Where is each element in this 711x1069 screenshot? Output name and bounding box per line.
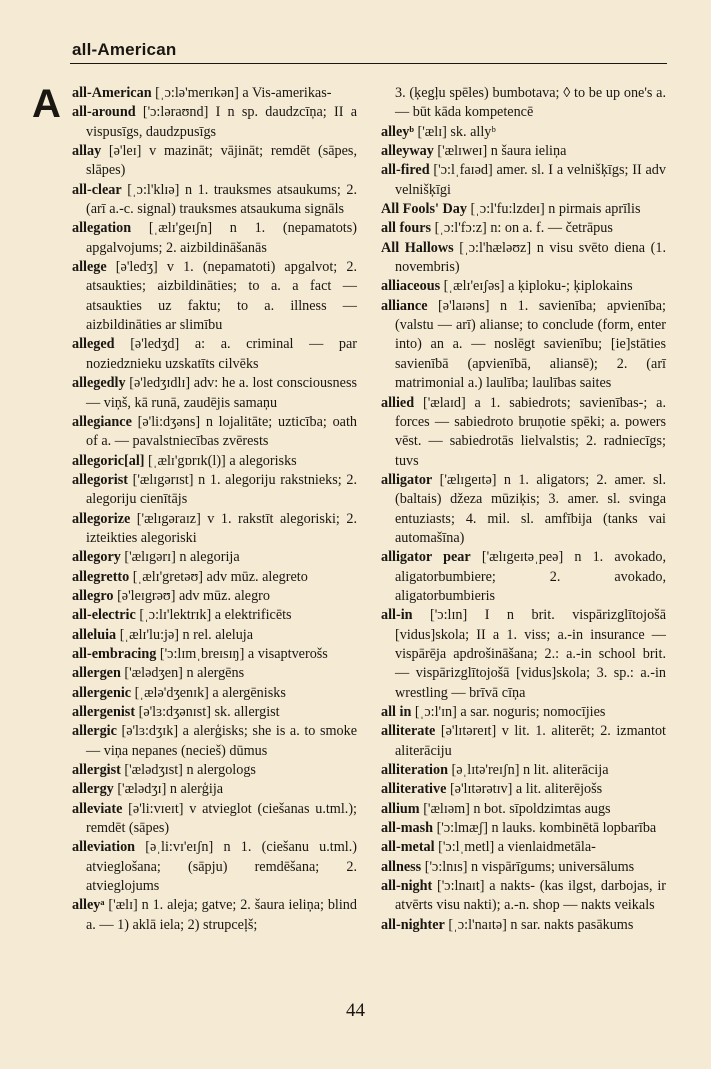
- entry-definition: [əˌlɪtə'reɪʃn] n lit. aliterācija: [447, 762, 609, 779]
- entry-definition: [ˌɔ:l'klɪə] n 1. trauksmes atsaukums; 2. (arī a.-c. signal) trauksmes atsaukuma signāls: [86, 181, 357, 218]
- dictionary-entry: [381, 219, 666, 238]
- entry-headword: allegretto: [72, 568, 130, 585]
- entry-headword: alligator: [381, 471, 433, 488]
- dictionary-entry: [72, 606, 357, 625]
- dictionary-entry: [72, 548, 357, 567]
- entry-definition: [ə'leɪ] v mazināt; vājināt; remdēt (sāpes, slāpes): [86, 143, 357, 179]
- dictionary-entry: [72, 645, 357, 664]
- dictionary-entry: [72, 452, 357, 471]
- header-rule: [70, 63, 667, 64]
- entry-headword: allegorist: [72, 471, 128, 488]
- dictionary-entry: [72, 664, 357, 683]
- entry-definition: ['ælɪ] sk. allyᵇ: [413, 123, 496, 140]
- entry-headword: all-clear: [72, 181, 122, 198]
- entry-definition: ['ælɪgərɪst] n 1. alegoriju rakstnieks; 2. alegoriju cienītājs: [86, 471, 357, 508]
- dictionary-entry: [72, 587, 357, 606]
- entry-definition: ['ɔ:lmæʃ] n lauks. kombinētā lopbarība: [433, 820, 657, 837]
- entry-headword: alliance: [381, 297, 428, 314]
- entry-headword: alliaceous: [381, 278, 441, 295]
- entry-definition: [ə'lɜ:dʒɪk] a alerģisks; she is a. to smoke — viņa nepanes (necieš) dūmus: [86, 723, 357, 759]
- entry-headword: allium: [381, 800, 420, 817]
- dictionary-entry: [72, 684, 357, 703]
- entry-headword: alliterative: [381, 781, 447, 798]
- dictionary-entry: [72, 510, 357, 549]
- entry-definition: [ˌælɪ'gɒrɪk(l)] a alegorisks: [144, 452, 297, 469]
- entry-headword: allness: [381, 858, 422, 875]
- entry-headword: allay: [72, 143, 102, 160]
- dictionary-entry: [381, 877, 666, 916]
- dictionary-entry: [381, 161, 666, 200]
- dictionary-entry: [72, 780, 357, 799]
- entry-headword: alleged: [72, 336, 115, 353]
- entry-headword: alliterate: [381, 723, 436, 740]
- dictionary-entry: [72, 181, 357, 220]
- dictionary-entry: [381, 800, 666, 819]
- dictionary-entry: [381, 819, 666, 838]
- entry-headword: allied: [381, 394, 415, 411]
- dictionary-entry: [72, 84, 357, 103]
- entry-headword: allergen: [72, 665, 121, 682]
- dictionary-entry: [381, 277, 666, 296]
- entry-definition: ['ɔ:lɪmˌbreɪsɪŋ] a visaptverošs: [156, 645, 328, 662]
- dictionary-entry: [381, 123, 666, 142]
- dictionary-entry: [72, 471, 357, 510]
- entry-headword: allege: [72, 259, 107, 276]
- dictionary-entry: [381, 471, 666, 548]
- entry-definition: [ˌælə'dʒenɪk] a alergēnisks: [131, 684, 286, 701]
- entry-headword: all-in: [381, 607, 413, 624]
- entry-definition: [ə'laɪəns] n 1. savienība; apvienība; (valstu — arī) alianse; to conclude (form, enter into) an a. — noslēgt savienību; [ie]stāties savienībā (apvienībā, aliansē); 2. (arī matrimonial a.) laulība; laulības saites: [395, 297, 666, 392]
- dictionary-entry: [381, 780, 666, 799]
- entry-headword: all-mash: [381, 820, 434, 837]
- entry-headword: all-nighter: [381, 916, 445, 933]
- entry-headword: all-fired: [381, 162, 430, 179]
- dictionary-entry: [72, 703, 357, 722]
- entry-headword: all-electric: [72, 607, 136, 624]
- entry-headword: allegedly: [72, 375, 126, 392]
- dictionary-entry: [72, 413, 357, 452]
- entry-definition: ['ɔ:lɪn] I n brit. vispārizglītojošā [vidus]skola; II a 1. viss; a.-in insurance — vispārēja apdrošināšana; 2.: a.-in school brit. — vispārizglītojošā [vidus]skola; 3. sp.: a.-in wrestling — brīvā cīņa: [395, 607, 666, 701]
- dictionary-entry: [72, 258, 357, 335]
- dictionary-entry: [72, 374, 357, 413]
- entry-definition: 3. (ķegļu spēles) bumbotava; ◊ to be up one's a. — būt kāda kompetencē: [395, 85, 666, 121]
- dictionary-entry: [381, 394, 666, 471]
- entry-definition: [əˌli:vɪ'eɪʃn] n 1. (ciešanu u.tml.) atvieglošana; (sāpju) remdēšana; 2. atvieglojums: [86, 839, 357, 895]
- entry-headword: allergenist: [72, 704, 136, 720]
- left-column: [72, 84, 357, 935]
- dictionary-entry: [72, 219, 357, 258]
- entry-headword: allergenic: [72, 684, 132, 701]
- dictionary-entry: [381, 722, 666, 761]
- entry-headword: All Hallows: [381, 239, 454, 256]
- entry-headword: all-American: [72, 85, 152, 101]
- entry-headword: all-metal: [381, 839, 435, 856]
- entry-definition: ['ɔ:ləraʊnd] I n sp. daudzcīņa; II a vispusīgs, daudzpusīgs: [86, 104, 357, 140]
- entry-definition: [ə'lɪtəreɪt] v lit. 1. aliterēt; 2. izmantot aliterāciju: [395, 723, 666, 759]
- entry-definition: [ˌɔ:lə'merɪkən] a Vis-amerikas-: [151, 85, 332, 101]
- entry-definition: ['ælɪgeɪtə] n 1. aligators; 2. amer. sl. (baltais) džeza mūziķis; 3. amer. sl. svinga entuziasts; 4. mil. sl. amfībija (tanks vai automašīna): [395, 471, 666, 546]
- entry-headword: all in: [381, 704, 412, 720]
- entry-definition: [ˌælɪ'lu:jə] n rel. aleluja: [116, 626, 254, 643]
- dictionary-entry: [72, 722, 357, 761]
- entry-definition: ['ælɪəm] n bot. sīpoldzimtas augs: [419, 800, 611, 817]
- entry-headword: allegorize: [72, 510, 131, 527]
- dictionary-entry: [72, 335, 357, 374]
- entry-definition: [ə'li:dʒəns] n lojalitāte; uzticība; oath of a. — pavalstniecības zvērests: [86, 413, 357, 450]
- dictionary-entry: [381, 142, 666, 161]
- page-number: 44: [346, 1000, 365, 1021]
- entry-definition: [ˌɔ:l'ɪn] a sar. noguris; nomocījies: [411, 704, 606, 720]
- entry-headword: alleviate: [72, 800, 123, 817]
- entry-headword: alleviation: [72, 839, 136, 856]
- dictionary-entry: [381, 606, 666, 703]
- dictionary-entry: [72, 800, 357, 839]
- entry-headword: alligator pear: [381, 549, 471, 566]
- entry-definition: ['ælədʒɪ] n alerģija: [113, 781, 224, 798]
- entry-headword: all fours: [381, 220, 432, 237]
- entry-definition: [ˌælɪ'geɪʃn] n 1. (nepamatots) apgalvojums; 2. aizbildināšanās: [86, 220, 357, 256]
- entry-headword: All Fools' Day: [381, 201, 467, 218]
- dictionary-entry: [72, 896, 357, 935]
- dictionary-entry: [381, 916, 666, 935]
- dictionary-entry: [381, 84, 666, 123]
- dictionary-entry: [72, 626, 357, 645]
- entry-headword: allegro: [72, 587, 114, 604]
- entry-definition: [ə'li:vɪeɪt] v atvieglot (ciešanas u.tml.); remdēt (sāpes): [86, 800, 357, 837]
- entry-definition: [ˌɔ:l'naɪtə] n sar. nakts pasākums: [444, 916, 634, 933]
- dictionary-entry: [381, 239, 666, 278]
- entry-definition: ['ælɪweɪ] n šaura ieliņa: [433, 143, 567, 160]
- entry-definition: [ˌælɪ'gretəʊ] adv mūz. alegreto: [129, 568, 308, 585]
- entry-headword: all-embracing: [72, 645, 157, 662]
- entry-definition: ['ælɪgeɪtəˌpeə] n 1. avokado, aligatorbumbiere; 2. avokado, aligatorbumbieris: [395, 549, 666, 604]
- dictionary-entry: [381, 703, 666, 722]
- entry-headword: alleyᵃ: [72, 897, 105, 914]
- dictionary-entry: [381, 838, 666, 857]
- entry-headword: all-around: [72, 104, 136, 121]
- entry-headword: allergist: [72, 762, 121, 779]
- dictionary-entry: [72, 103, 357, 142]
- entry-headword: allergy: [72, 781, 114, 798]
- entry-definition: ['ɔ:lˌfaɪəd] amer. sl. I a velnišķīgs; II adv velnišķīgi: [395, 162, 666, 198]
- entry-headword: allegiance: [72, 413, 132, 430]
- entry-headword: allergic: [72, 723, 117, 740]
- entry-definition: ['ɔ:lnɪs] n vispārīgums; universālums: [421, 858, 635, 875]
- dictionary-entry: [381, 200, 666, 219]
- dictionary-entry: [72, 142, 357, 181]
- section-letter: A: [32, 82, 61, 126]
- dictionary-entry: [381, 548, 666, 606]
- entry-headword: alleluia: [72, 626, 117, 643]
- entry-headword: alleyᵇ: [381, 123, 414, 140]
- entry-definition: ['ɔ:lnaɪt] a nakts- (kas ilgst, darbojas, ir atvērts visu nakti); a.-n. shop — nakts veikals: [395, 878, 666, 914]
- entry-headword: allegoric[al]: [72, 452, 145, 469]
- entry-headword: allegory: [72, 549, 121, 566]
- entry-headword: all-night: [381, 878, 433, 895]
- dictionary-entry: [72, 761, 357, 780]
- right-column: [381, 84, 666, 935]
- dictionary-entry: [381, 297, 666, 394]
- entry-definition: [ˌɔ:lɪ'lektrɪk] a elektrificēts: [135, 607, 292, 624]
- entry-definition: ['ælədʒɪst] n alergologs: [120, 762, 256, 779]
- entry-definition: [ˌɔ:l'fɔ:z] n: on a. f. — četrāpus: [431, 220, 613, 237]
- entry-definition: [ə'lɜ:dʒənɪst] sk. allergist: [135, 704, 280, 720]
- entry-definition: ['ælədʒen] n alergēns: [120, 665, 245, 682]
- entry-definition: [ə'ledʒd] a: a. criminal — par noziedznieku uzskatīts cilvēks: [86, 336, 357, 372]
- entry-definition: ['ɔ:lˌmetl] a vienlaidmetāla-: [434, 839, 596, 856]
- entry-headword: alleyway: [381, 143, 434, 160]
- entry-definition: ['ælɪgərɪ] n alegorija: [120, 549, 240, 566]
- dictionary-entry: [72, 568, 357, 587]
- entry-definition: ['ælaɪd] a 1. sabiedrots; savienības-; a. forces — sabiedroto bruņotie spēki; a. powers vēst. — sabiedrotās lielvalstis; 2. radniecīgs; tuvs: [395, 394, 666, 469]
- entry-definition: [ə'ledʒ] v 1. (nepamatoti) apgalvot; 2. atsaukties; aizbildināties; to a. a fact — atsaukties uz faktu; to a. illness — aizbildināties ar slimību: [86, 259, 357, 334]
- entry-definition: [ə'leɪgrəʊ] adv mūz. alegro: [113, 587, 270, 604]
- entry-headword: alliteration: [381, 762, 448, 779]
- entry-definition: ['ælɪgəraɪz] v 1. rakstīt alegoriski; 2. izteikties alegoriski: [86, 510, 357, 546]
- dictionary-entry: [381, 858, 666, 877]
- entry-definition: [ə'lɪtərətɪv] a lit. aliterējošs: [446, 781, 603, 798]
- dictionary-entry: [381, 761, 666, 780]
- entry-definition: [ˌɔ:l'fu:lzdeɪ] n pirmais aprīlis: [466, 201, 641, 218]
- entry-definition: [ˌɔ:l'hæləʊz] n visu svēto diena (1. novembris): [395, 239, 666, 276]
- entry-headword: allegation: [72, 220, 132, 237]
- entry-definition: [ˌælɪ'eɪʃəs] a ķiploku-; ķiplokains: [440, 278, 633, 295]
- entry-definition: ['ælɪ] n 1. aleja; gatve; 2. šaura ieliņa; blind a. — 1) aklā iela; 2) strupceļš;: [86, 897, 357, 933]
- running-head: all-American: [72, 40, 177, 59]
- dictionary-entry: [72, 838, 357, 896]
- entry-definition: [ə'ledʒɪdlɪ] adv: he a. lost consciousness — viņš, kā runā, zaudējis samaņu: [86, 375, 357, 411]
